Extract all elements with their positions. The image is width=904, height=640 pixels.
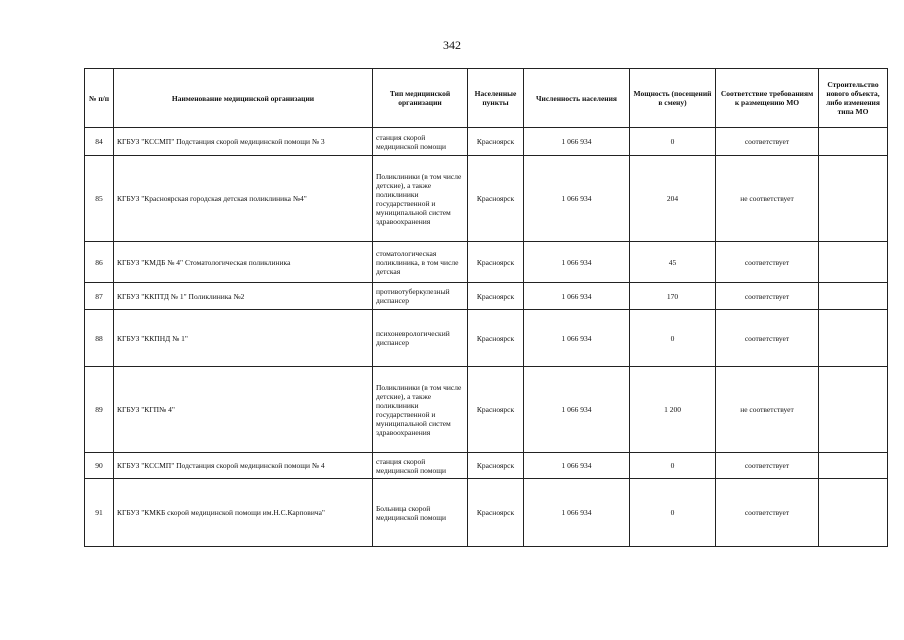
cell-capacity: 0 [630,128,716,156]
cell-capacity: 0 [630,453,716,479]
header-settlement: Населенные пункты [468,69,524,128]
cell-type: психоневрологический диспансер [373,310,468,367]
cell-type: стоматологическая поликлиника, в том числе детская [373,242,468,283]
cell-compliance: не соответствует [716,367,819,453]
cell-capacity: 0 [630,479,716,547]
cell-settlement: Красноярск [468,310,524,367]
cell-capacity: 204 [630,156,716,242]
cell-construction [819,128,888,156]
header-construction: Строительство нового объекта, либо изменения типа МО [819,69,888,128]
cell-compliance: соответствует [716,128,819,156]
cell-capacity: 170 [630,283,716,310]
table-row [85,479,888,547]
cell-name: КГБУЗ "Красноярская городская детская поликлиника №4" [114,156,373,242]
cell-population: 1 066 934 [524,128,630,156]
cell-name: КГБУЗ "КГП№ 4" [114,367,373,453]
header-population: Численность населения [524,69,630,128]
cell-name: КГБУЗ "КМДБ № 4" Стоматологическая поликлиника [114,242,373,283]
cell-population: 1 066 934 [524,479,630,547]
cell-settlement: Красноярск [468,479,524,547]
cell-name: КГБУЗ "КМКБ скорой медицинской помощи им.Н.С.Карповича" [114,479,373,547]
table-header-row [85,69,888,128]
table-row [85,283,888,310]
cell-num: 86 [85,242,114,283]
cell-type: Поликлиники (в том числе детские), а также поликлиники государственной и муниципальной систем здравоохранения [373,367,468,453]
cell-population: 1 066 934 [524,453,630,479]
cell-population: 1 066 934 [524,242,630,283]
cell-settlement: Красноярск [468,283,524,310]
cell-name: КГБУЗ "ККПНД № 1" [114,310,373,367]
header-compliance: Соответствие требованиям к размещению МО [716,69,819,128]
cell-compliance: соответствует [716,479,819,547]
cell-name: КГБУЗ "ККПТД № 1" Поликлиника №2 [114,283,373,310]
cell-population: 1 066 934 [524,156,630,242]
table-row [85,242,888,283]
table-row [85,310,888,367]
page-number: 342 [443,38,461,52]
cell-num: 89 [85,367,114,453]
cell-construction [819,479,888,547]
cell-compliance: соответствует [716,242,819,283]
cell-num: 87 [85,283,114,310]
cell-compliance: соответствует [716,283,819,310]
cell-construction [819,156,888,242]
cell-type: станция скорой медицинской помощи [373,128,468,156]
cell-construction [819,283,888,310]
cell-settlement: Красноярск [468,128,524,156]
cell-compliance: соответствует [716,453,819,479]
header-num: № п/п [85,69,114,128]
cell-num: 85 [85,156,114,242]
cell-population: 1 066 934 [524,283,630,310]
cell-num: 91 [85,479,114,547]
cell-construction [819,242,888,283]
cell-type: Поликлиники (в том числе детские), а также поликлиники государственной и муниципальной систем здравоохранения [373,156,468,242]
table-row [85,367,888,453]
cell-population: 1 066 934 [524,367,630,453]
cell-capacity: 45 [630,242,716,283]
table-row [85,156,888,242]
cell-settlement: Красноярск [468,453,524,479]
cell-type: станция скорой медицинской помощи [373,453,468,479]
cell-construction [819,367,888,453]
cell-settlement: Красноярск [468,367,524,453]
cell-num: 88 [85,310,114,367]
cell-capacity: 0 [630,310,716,367]
cell-settlement: Красноярск [468,156,524,242]
cell-construction [819,453,888,479]
cell-name: КГБУЗ "КССМП" Подстанция скорой медицинской помощи № 4 [114,453,373,479]
cell-num: 90 [85,453,114,479]
cell-compliance: не соответствует [716,156,819,242]
cell-population: 1 066 934 [524,310,630,367]
cell-construction [819,310,888,367]
cell-name: КГБУЗ "КССМП" Подстанция скорой медицинской помощи № 3 [114,128,373,156]
cell-type: Больница скорой медицинской помощи [373,479,468,547]
table-row [85,453,888,479]
cell-compliance: соответствует [716,310,819,367]
cell-settlement: Красноярск [468,242,524,283]
cell-type: противотуберкулезный диспансер [373,283,468,310]
header-type: Тип медицинской организации [373,69,468,128]
header-capacity: Мощность (посещений в смену) [630,69,716,128]
medical-organizations-table [84,68,888,547]
header-name: Наименование медицинской организации [114,69,373,128]
table-row [85,128,888,156]
cell-num: 84 [85,128,114,156]
cell-capacity: 1 200 [630,367,716,453]
